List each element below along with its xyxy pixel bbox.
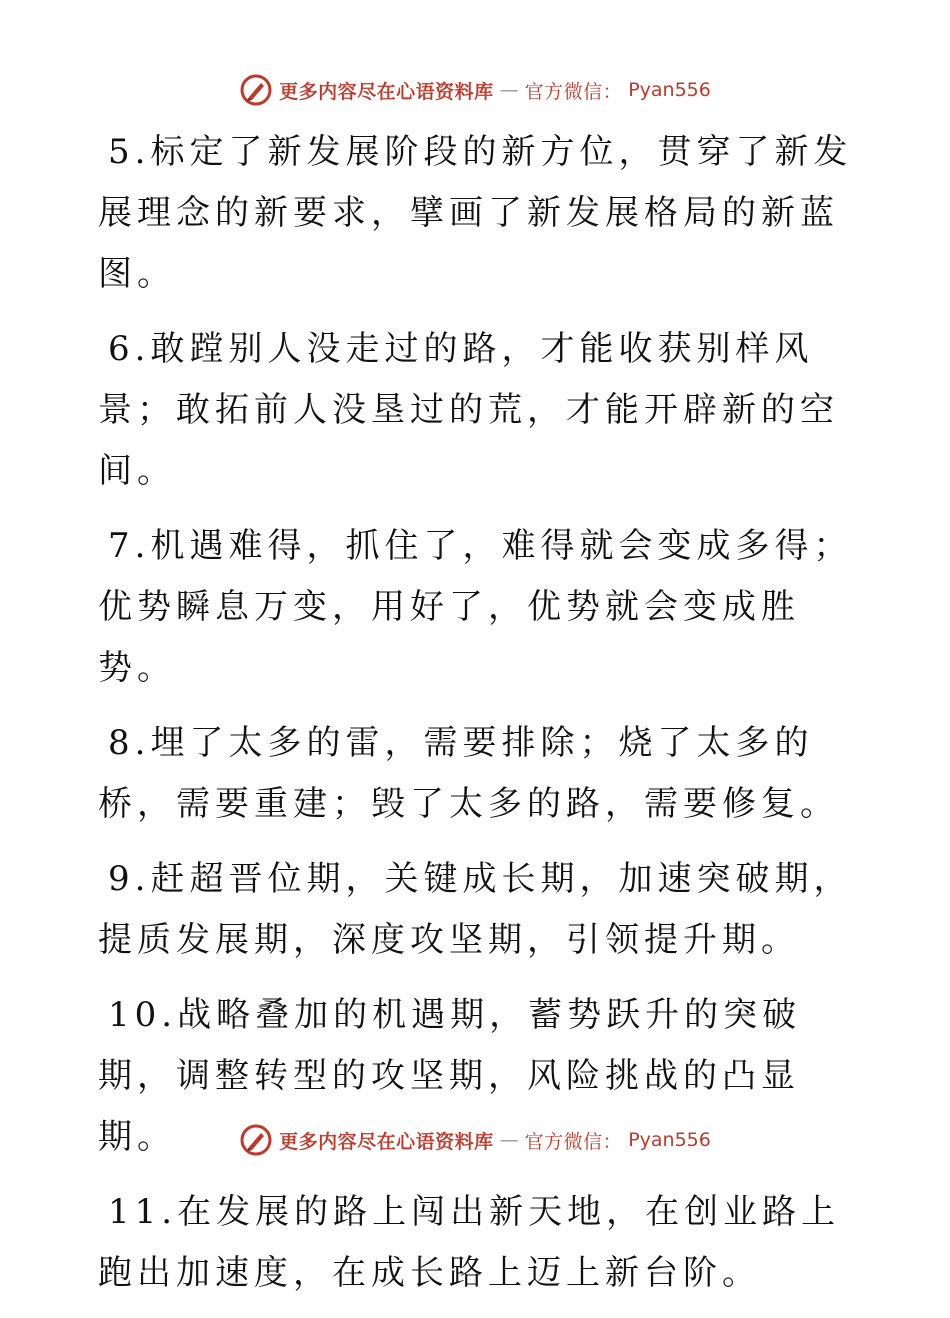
list-item: 6.敢蹚别人没走过的路，才能收获别样风景；敢拓前人没垦过的荒，才能开辟新的空间。 [98, 329, 839, 491]
list-item: 7.机遇难得，抓住了，难得就会变成多得；优势瞬息万变，用好了，优势就会变成胜势。 [98, 526, 853, 688]
watermark-separator: — [499, 1129, 519, 1151]
list-item: 5.标定了新发展阶段的新方位，贯穿了新发展理念的新要求，擘画了新发展格局的新蓝图。 [98, 132, 853, 294]
list-item: 11.在发展的路上闯出新天地，在创业路上跑出加速度，在成长路上迈上新台阶。 [98, 1192, 841, 1293]
watermark-account: Pyan556 [628, 1129, 711, 1151]
footer-watermark [0, 1120, 950, 1160]
pen-logo-icon [239, 73, 273, 107]
watermark-label: 官方微信： [524, 80, 623, 103]
watermark-text: 更多内容尽在心语资料库 [279, 80, 494, 103]
watermark-label: 官方微信： [524, 1130, 623, 1153]
watermark-separator: — [499, 79, 519, 101]
header-watermark [0, 70, 950, 110]
watermark-text: 更多内容尽在心语资料库 [279, 1130, 494, 1153]
list-item: 8.埋了太多的雷，需要排除；烧了太多的桥，需要重建；毁了太多的路，需要修复。 [98, 723, 839, 824]
watermark-account: Pyan556 [628, 79, 711, 101]
pen-logo-icon [239, 1123, 273, 1157]
list-item: 10.战略叠加的机遇期，蓄势跃升的突破期，调整转型的攻坚期，风险挑战的凸显期。 [98, 995, 802, 1157]
list-item: 9.赶超晋位期，关键成长期，加速突破期，提质发展期，深度攻坚期，引领提升期。 [98, 859, 853, 960]
